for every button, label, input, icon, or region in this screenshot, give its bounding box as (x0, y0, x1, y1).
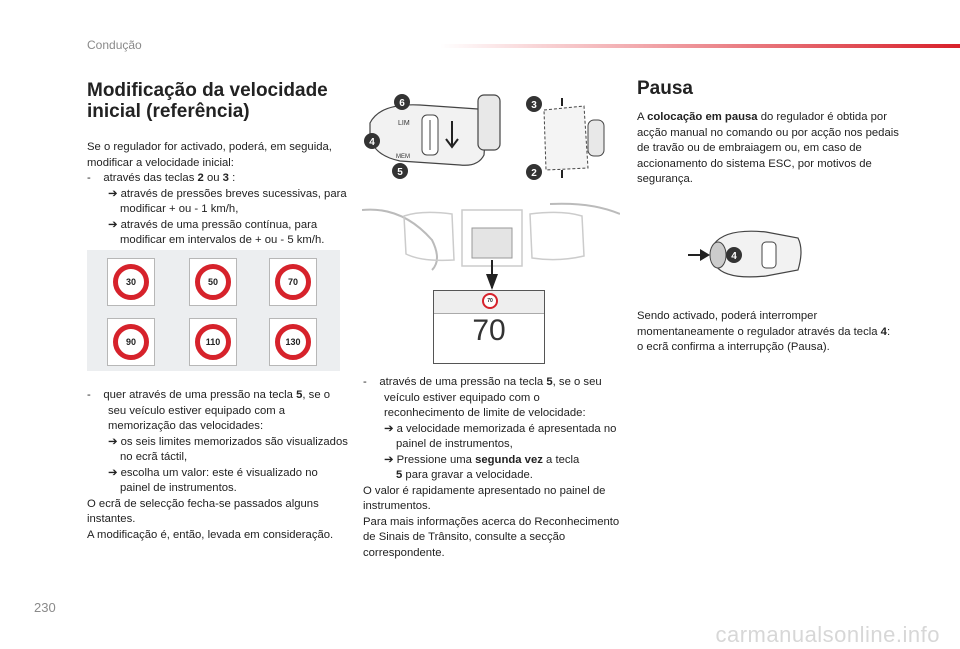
middle-column-text (363, 375, 623, 561)
watermark: carmanualsonline.info (715, 622, 940, 647)
section-header: Condução (87, 38, 142, 52)
paragraph-value-shown: O valor é rapidamente apresentado no painel de instrumentos. (363, 484, 606, 512)
paragraph-consideration: A modificação é, então, levada em consideração. (87, 528, 334, 541)
speed-limit-sign: 130 (275, 324, 311, 360)
side-buttons-illustration (522, 92, 610, 184)
sign-cell (269, 318, 317, 366)
section-title: Modificação da velocidade inicial (referência) (87, 80, 328, 122)
left-column (87, 80, 347, 249)
page-number: 230 (34, 600, 56, 615)
pause-button-illustration (686, 220, 806, 290)
speed-limit-sign: 50 (195, 264, 231, 300)
sub-item-long-press: ➔ através de uma pressão contínua, para modificar em intervalos de + ou - 5 km/h. (108, 218, 325, 246)
list-item-recognition: - através de uma pressão na tecla 5, se o seu veículo estiver equipado com o reconhecimento de limite de velocidade: (363, 376, 602, 419)
sign-cell (107, 258, 155, 306)
svg-text:6: 6 (399, 98, 405, 109)
instrument-panel-illustration (362, 200, 620, 292)
instrument-panel-speed-display (433, 290, 545, 364)
list-item-key5: - quer através de uma pressão na tecla 5, se o seu veículo estiver equipado com a memorização das velocidades: (87, 389, 331, 432)
right-column-lower (637, 309, 899, 356)
sub-item-displayed: ➔ a velocidade memorizada é apresentada no painel de instrumentos, (384, 422, 617, 450)
pause-key-paragraph: Sendo activado, poderá interromper momentaneamente o regulador através da tecla 4: o ecrã confirma a interrupção (Pausa). (637, 310, 891, 353)
svg-text:4: 4 (369, 137, 375, 148)
sub-item-six-limits: ➔ os seis limites memorizados são visualizados no ecrã táctil, (108, 435, 348, 463)
sign-cell (107, 318, 155, 366)
speed-limit-signs-illustration (87, 250, 340, 371)
svg-text:LIM: LIM (398, 120, 410, 127)
speed-limit-sign: 30 (113, 264, 149, 300)
svg-text:3: 3 (531, 100, 537, 111)
svg-text:MEM: MEM (396, 154, 410, 160)
list-item-keys: - através das teclas 2 ou 3 : (87, 172, 236, 184)
speed-limit-sign: 70 (275, 264, 311, 300)
paragraph-close: O ecrã de selecção fecha-se passados alguns instantes. (87, 497, 319, 525)
right-column (637, 78, 899, 188)
steering-control-stalk-illustration (360, 85, 505, 190)
pause-paragraph: A colocação em pausa do regulador é obtida por acção manual no comando ou por acção nos pedais de travão ou de embraiagem ou, em caso de accionamento do sistema ESC, por motivos de segurança. (637, 111, 899, 185)
svg-text:2: 2 (531, 168, 537, 179)
intro-paragraph: Se o regulador for activado, poderá, em seguida, modificar a velocidade inicial: (87, 141, 332, 169)
svg-text:5: 5 (397, 167, 403, 178)
speed-limit-sign: 110 (195, 324, 231, 360)
sign-cell (269, 258, 317, 306)
speed-limit-sign-small: 70 (482, 293, 498, 309)
memorized-speed-value: 70 (472, 314, 506, 347)
sign-cell (189, 258, 237, 306)
paragraph-more-info: Para mais informações acerca do Reconhecimento de Sinais de Trânsito, consulte a secção correspondente. (363, 515, 620, 559)
left-column-lower (87, 388, 349, 543)
pause-title: Pausa (637, 78, 693, 99)
sub-item-choose-value: ➔ escolha um valor: este é visualizado no painel de instrumentos. (108, 466, 318, 494)
svg-text:4: 4 (731, 251, 737, 262)
sub-item-second-press: ➔ Pressione uma segunda vez a tecla 5 para gravar a velocidade. (384, 453, 580, 481)
sign-cell (189, 318, 237, 366)
sub-item-short-press: ➔ através de pressões breves sucessivas, para modificar + ou - 1 km/h, (108, 187, 347, 215)
speed-limit-sign: 90 (113, 324, 149, 360)
header-accent-bar (440, 44, 960, 48)
